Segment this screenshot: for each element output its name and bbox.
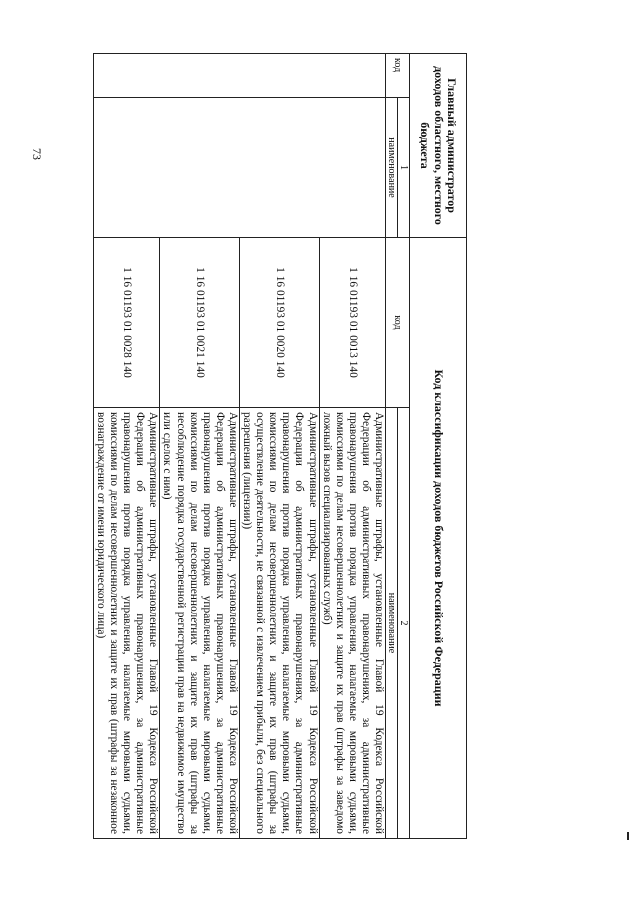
- row-name: Административные штрафы, установленные Главой 19 Кодекса Российской Федерации об административных правонарушениях, за административные правонарушения против порядка управления, налагаемые мировыми судьями, комиссиями по делам несовершеннолетних и защите их прав (штрафы за заведомо ложный вызов специализированных служб): [319, 408, 385, 839]
- subheader-code-left: код: [386, 54, 410, 98]
- admin-code-cell: [93, 54, 385, 98]
- table-subheader-row: [398, 54, 410, 839]
- subheader-name-right: наименование: [386, 408, 398, 839]
- scan-mark: [627, 832, 629, 840]
- row-name: Административные штрафы, установленные Главой 19 Кодекса Российской Федерации об административных правонарушениях, за административные правонарушения против порядка управления, налагаемые мировыми судьями, комиссиями по делам несовершеннолетних и защите их прав (штрафы за осуществление деятельности, не связанной с извлечением прибыли, без специального разрешения (лицензии)): [239, 408, 319, 839]
- page-number: 73: [30, 148, 44, 160]
- table-header-row: [410, 54, 467, 839]
- subheader-name-left: наименование: [386, 98, 398, 238]
- row-code: 1 16 01193 01 0013 140: [319, 238, 385, 408]
- revenue-classification-table: [93, 53, 467, 839]
- subheader-num-1: 1: [398, 98, 410, 238]
- row-code: 1 16 01193 01 0028 140: [93, 238, 159, 408]
- row-code: 1 16 01193 01 0021 140: [160, 238, 240, 408]
- rotated-table-container: [77, 53, 467, 838]
- table-row: [319, 54, 385, 839]
- subheader-code-right: код: [386, 238, 410, 408]
- header-admin: Главный администратор доходов областного, местного бюджета: [410, 54, 467, 238]
- row-name: Административные штрафы, установленные Главой 19 Кодекса Российской Федерации об административных правонарушениях, за административные правонарушения против порядка управления, налагаемые мировыми судьями, комиссиями по делам несовершеннолетних и защите их прав (штрафы за несоблюдение порядка государственной регистрации прав на недвижимое имущество или сделок с ним): [160, 408, 240, 839]
- header-classification: Код классификации доходов бюджетов Российской Федерации: [410, 238, 467, 839]
- table-subheader-row-2: [386, 54, 398, 839]
- subheader-num-2: 2: [398, 408, 410, 839]
- row-code: 1 16 01193 01 0020 140: [239, 238, 319, 408]
- admin-name-cell: [93, 98, 385, 238]
- row-name: Административные штрафы, установленные Главой 19 Кодекса Российской Федерации об административных правонарушениях, за административные правонарушения против порядка управления, налагаемые мировыми судьями, комиссиями по делам несовершеннолетних и защите их прав (штрафы за незаконное вознаграждение от имени юридического лица): [93, 408, 159, 839]
